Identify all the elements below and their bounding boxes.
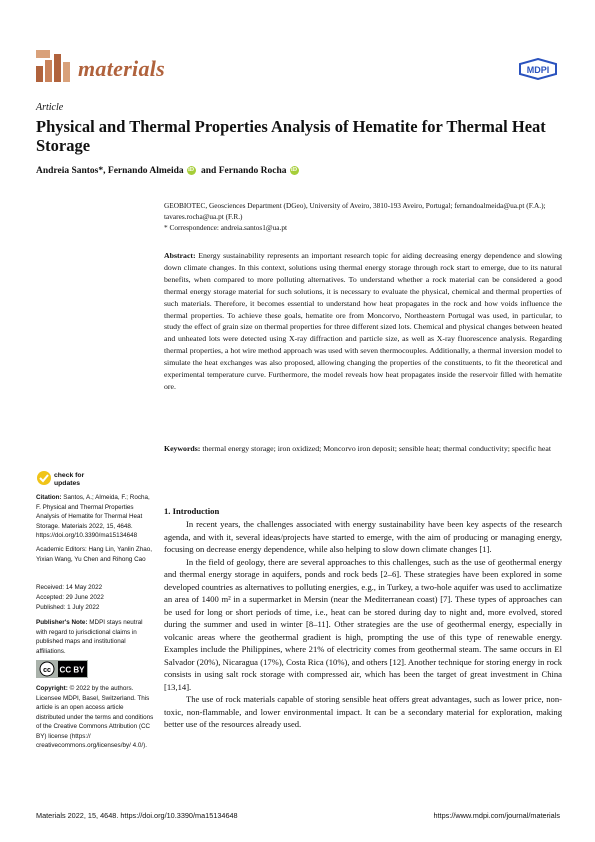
orcid-icon[interactable]: iD xyxy=(291,167,298,174)
article-type: Article xyxy=(36,102,64,113)
publisher-note xyxy=(36,618,154,656)
accepted-date: Accepted: 29 June 2022 xyxy=(36,594,104,601)
keywords-label: Keywords: xyxy=(164,444,201,453)
copyright-label: Copyright: xyxy=(36,685,68,692)
publisher-note-text: MDPI stays neutral with regard to jurisdictional claims in published maps and institutional affiliations. xyxy=(36,619,143,655)
journal-name: materials xyxy=(78,56,166,81)
keywords-text: thermal energy storage; iron oxidized; Moncorvo iron deposit; sensible heat; thermal conductivity; specific heat xyxy=(202,444,552,453)
citation-label: Citation: xyxy=(36,494,62,501)
citation-block xyxy=(36,493,154,541)
abstract-label: Abstract: xyxy=(164,251,196,260)
author-name[interactable]: Andreia Santos xyxy=(36,166,99,176)
check-for-updates-icon[interactable] xyxy=(36,470,52,486)
cc-license-text: CC BY xyxy=(59,665,85,675)
mdpi-logo-icon xyxy=(518,58,558,80)
author-list: Andreia Santos*, Fernando Almeida iD and Fernando Rocha iD xyxy=(36,166,298,176)
citation-text[interactable]: Santos, A.; Almeida, F.; Rocha, F. Physical and Thermal Properties Analysis of Hematite for Thermal Heat Storage. Materials 2022, 15, 4648. https://doi.org/10.3390/ma15134648 xyxy=(36,494,150,539)
copyright-block xyxy=(36,684,154,751)
journal-logo-icon xyxy=(34,48,74,84)
author-name[interactable]: Fernando Rocha xyxy=(218,166,287,176)
footer-journal-url[interactable]: https://www.mdpi.com/journal/materials xyxy=(433,811,560,820)
received-date: Received: 14 May 2022 xyxy=(36,584,103,591)
publisher-note-label: Publisher's Note: xyxy=(36,619,88,626)
footer-citation[interactable]: Materials 2022, 15, 4648. https://doi.org/10.3390/ma15134648 xyxy=(36,811,238,820)
abstract xyxy=(164,250,562,393)
svg-text:cc: cc xyxy=(43,667,51,674)
orcid-icon[interactable]: iD xyxy=(188,167,195,174)
abstract-text: Energy sustainability represents an important research topic for aiding decreasing energy dependence and slowing down climate changes. In this context, solutions using thermal energy storage through rock start to emerge, due to its natural benefits, when compared to more polluting alternatives. To understand whether a rock material can be considered a good thermal energy storage material for such solutions, it is necessary to evaluate the physical, chemical and thermal properties of such materials. Therefore, it becomes essential to understand how heat propagates in the rock and how voids influence the thermal properties. To achieve these goals, hematite ore from Moncorvo, Northeastern Portugal was used, in particular, to study the effect of grain size on thermal properties for three different sized lots. Chemical and physical changes between heated and unheated lots were detected using X-ray diffraction and particle size, as well as X-ray fluorescence analysis. Regarding thermal properties, a hot wire method approach was used with seven thermocouples. Additionally, a thermal inversion model to simulate the heat exchanges was also proposed, allowing changing the properties of the constituents, to fit the theoretical and experimental temperature curve. Furthermore, the model reveals how heat propagates inside the reservoir filled with hematite ore. xyxy=(164,251,562,391)
keywords xyxy=(164,443,562,455)
correspondence-text: * Correspondence: andreia.santos1@ua.pt xyxy=(164,223,288,232)
article-title: Physical and Thermal Properties Analysis of Hematite for Thermal Heat Storage xyxy=(36,117,546,155)
check-for-updates-label[interactable]: check for updates xyxy=(54,472,85,487)
section-heading: 1. Introduction xyxy=(164,506,220,516)
author-asterisk: * xyxy=(98,166,104,176)
affiliations xyxy=(164,200,564,233)
page-footer xyxy=(36,811,560,820)
mdpi-logo-text: MDPI xyxy=(526,65,550,75)
affiliation-text: GEOBIOTEC, Geosciences Department (DGeo), University of Aveiro, 3810-193 Aveiro, Portugal; fernandoalmeida@ua.pt (F.A.); tavares.rocha@ua.pt (F.R.) xyxy=(164,201,546,221)
published-date: Published: 1 July 2022 xyxy=(36,604,100,611)
body-paragraph: The use of rock materials capable of storing sensible heat offers great advantages, such as lower price, non-toxic, non-flammable, and lower environmental impact. It can be a secondary material for exploration, making better use of the resources already used. xyxy=(164,694,562,729)
cc-by-license-icon[interactable] xyxy=(36,660,88,678)
body-text xyxy=(164,518,562,731)
academic-editors: Academic Editors: Hang Lin, Yanlin Zhao, Yixian Wang, Yu Chen and Rihong Cao xyxy=(36,546,152,563)
body-paragraph: In recent years, the challenges associated with energy sustainability have been key aspects of the research agenda, and with it, several ideas/projects have started to emerge, with the aim of producing or managing energy, focusing on decrease energy dependence, while also helping to slow down climate changes [1]. xyxy=(164,519,562,554)
copyright-text[interactable]: © 2022 by the authors. Licensee MDPI, Basel, Switzerland. This article is an open access article distributed under the terms and conditions of the Creative Commons Attribution (CC BY) license (https:// creativecommons.org/licenses/by/ 4.0/). xyxy=(36,685,154,749)
author-name[interactable]: Fernando Almeida xyxy=(107,166,184,176)
body-paragraph: In the field of geology, there are several approaches to this challenges, such as the use of geothermal energy and thermal energy storage in aquifers, ponds and rock beds [2–6]. These strategies have been explored in some developed countries as alternatives to polluting energies, e.g., in Turkey, a two-hole aquifer was used to acclimatize an area of 1400 m² in a supermarket in Mersin (near the Mediterranean coast) [7]. These types of approaches can be used for long or short periods of time, i.e., heat can be stored during day to night and, more evolved, stored during the summer and used in winter [8–11]. Other strategies are the use of geothermal energy, especially in volcanic areas where the geothermal gradient is high, prompting the use of this type of renewable energy. Examples include the Philippines, where 21% of electricity comes from geothermal steam. The same occurs in El Salvador (20%), Nicaragua (17%), Costa Rica (10%), and others [12]. Another technique for storing energy in rock consists in using salt rock storage with compressed air, which has been the target of great investment in China [13,14]. xyxy=(164,556,562,692)
